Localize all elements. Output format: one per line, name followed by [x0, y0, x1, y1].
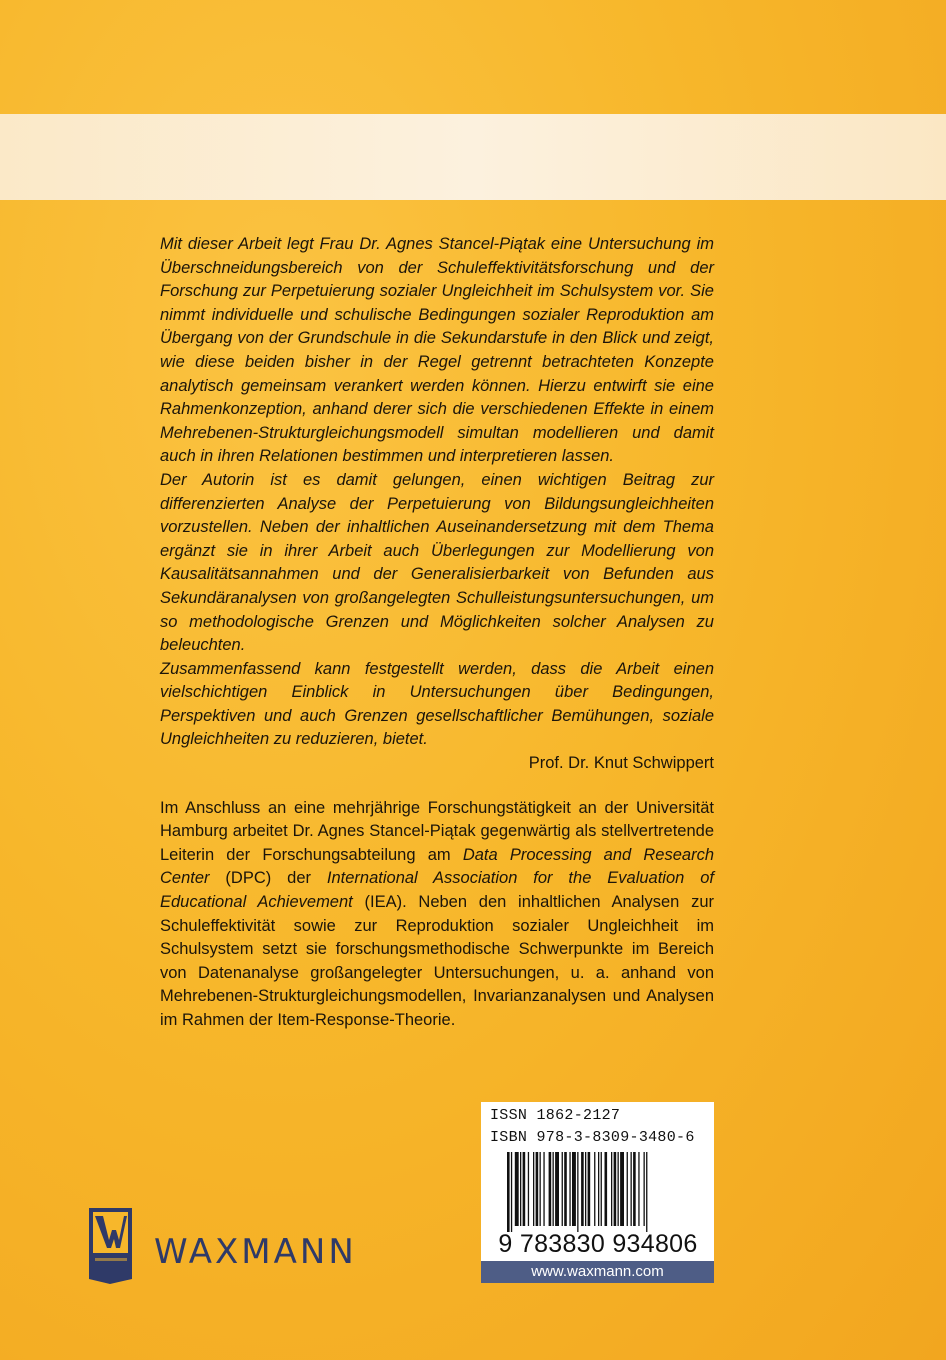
back-cover-text — [160, 233, 714, 1033]
isbn: ISBN 978-3-8309-3480-6 — [490, 1129, 695, 1146]
barcode-digits: 9 783830 934806 — [498, 1230, 698, 1258]
bio-text-2: (DPC) der — [209, 869, 327, 888]
bio-text-3: (IEA). Neben den inhaltlichen Analysen zur Schuleffektivität sowie zur Reproduktion sozialer Ungleichheit im Schulsystem setzt sie forschungsmethodische Schwerpunkte im Bereich von Datenanalyse großangelegter Untersuchungen, u. a. anhand von Mehrebenen-Strukturgleichungsmodellen, Invarianzanalysen und Analysen im Rahmen der Item-Response-Theorie. — [160, 893, 714, 1029]
review-paragraph-3: Zusammenfassend kann festgestellt werden, dass die Arbeit einen vielschichtigen Einblick in Untersuchungen über Bedingungen, Perspektiven und auch Grenzen gesellschaftlicher Bemühungen, soziale Ungleichheiten zu reduzieren, bietet. — [160, 659, 714, 749]
issn: ISSN 1862-2127 — [490, 1107, 621, 1124]
barcode-icon — [507, 1152, 695, 1232]
bio-text-1: Im Anschluss an eine mehrjährige Forschungstätigkeit an der Universität Hamburg arbeitet Dr. Agnes Stancel-Piątak gegenwärtig als stellvertretende Leiterin der Forschungsabteilung am — [160, 798, 714, 864]
title-band — [0, 114, 946, 200]
review-signature: Prof. Dr. Knut Schwippert — [528, 754, 714, 773]
bio-org-1: Data Processing and Research Center — [160, 845, 715, 888]
bio-org-2: International Association for the Evaluation of Educational Achievement — [160, 869, 714, 912]
review-paragraph-2: Der Autorin ist es damit gelungen, einen wichtigen Beitrag zur differenzierten Analyse der Perpetuierung von Bildungsungleichheiten vorzustellen. Neben der inhaltlichen Auseinandersetzung mit dem Thema ergänzt sie in ihrer Arbeit auch Überlegungen zur Modellierung von Kausalitätsannahmen und der Generalisierbarkeit von Befunden aus Sekundäranalysen von großangelegten Schulleistungsuntersuchungen, um so methodologische Grenzen und Möglichkeiten solcher Analysen zu beleuchten. — [160, 470, 714, 655]
author-bio — [160, 797, 714, 1033]
review-paragraph-1: Mit dieser Arbeit legt Frau Dr. Agnes Stancel-Piątak eine Untersuchung im Überschneidungsbereich von der Schuleffektivitätsforschung und der Forschung zur Perpetuierung sozialer Ungleichheit im Schulsystem vor. Sie nimmt individuelle und schulische Bedingungen sozialer Reproduktion am Übergang von der Grundschule in die Sekundarstufe in den Blick und zeigt, wie diese beiden bisher in der Regel getrennt betrachteten Konzepte analytisch gemeinsam verankert werden können. Hierzu entwirft sie eine Rahmenkonzeption, anhand derer sich die verschiedenen Effekte in einem Mehrebenen-Strukturgleichungsmodell simultan modellieren und damit auch in ihren Relationen bestimmen und interpretieren lassen. — [160, 235, 714, 466]
waxmann-logo-icon — [86, 1206, 134, 1285]
barcode-label — [481, 1102, 714, 1283]
publisher-name: WAXMANN — [154, 1232, 357, 1272]
publisher-url: www.waxmann.com — [481, 1261, 714, 1283]
